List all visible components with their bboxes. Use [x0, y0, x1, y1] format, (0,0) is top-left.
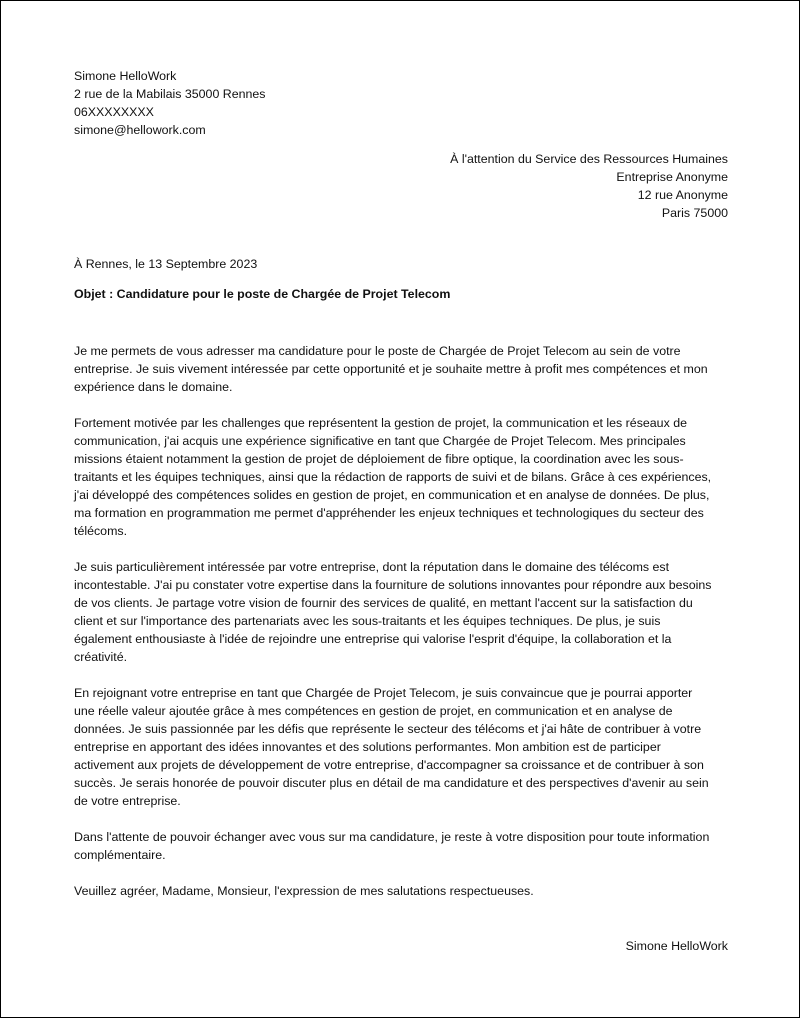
letter-body — [74, 342, 714, 918]
date-line: À Rennes, le 13 Septembre 2023 — [74, 257, 258, 271]
body-paragraph: Je me permets de vous adresser ma candidature pour le poste de Chargée de Projet Telecom au sein de votre entreprise. Je suis vivement intéressée par cette opportunité et je souhaite mettre à profit mes compétences et mon expérience dans le domaine. — [74, 344, 708, 394]
signature: Simone HelloWork — [625, 939, 728, 953]
sender-phone: 06XXXXXXXX — [74, 105, 154, 119]
recipient-street: 12 rue Anonyme — [637, 188, 728, 202]
sender-email: simone@hellowork.com — [74, 123, 206, 137]
recipient-attention: À l'attention du Service des Ressources Humaines — [450, 152, 728, 166]
body-paragraph: En rejoignant votre entreprise en tant que Chargée de Projet Telecom, je suis convaincue que je pourrai apporter une réelle valeur ajoutée grâce à mes compétences en gestion de projet, en communication et en analyse de données. Je suis passionnée par les défis que représente le secteur des télécoms et j'ai hâte de contribuer à votre entreprise en apportant des idées innovantes et des solutions performantes. Mon ambition est de participer activement aux projets de développement de votre entreprise, d'accompagner sa croissance et de contribuer à son succès. Je serais honorée de pouvoir discuter plus en détail de ma candidature et des perspectives d'avenir au sein de votre entreprise. — [74, 686, 709, 808]
body-paragraph: Fortement motivée par les challenges que représentent la gestion de projet, la communication et les réseaux de communication, j'ai acquis une expérience significative en tant que Chargée de Projet Telecom. Mes principales missions étaient notamment la gestion de projet de déploiement de fibre optique, la coordination avec les sous-traitants et les équipes techniques, ainsi que la rédaction de rapports de suivi et de bilans. Grâce à ces expériences, j'ai développé des compétences solides en gestion de projet, en communication et en analyse de données. De plus, ma formation en programmation me permet d'appréhender les enjeux techniques et technologiques du secteur des télécoms. — [74, 416, 712, 538]
body-paragraph: Je suis particulièrement intéressée par votre entreprise, dont la réputation dans le domaine des télécoms est incontestable. J'ai pu constater votre expertise dans la fourniture de solutions innovantes pour répondre aux besoins de vos clients. Je partage votre vision de fournir des services de qualité, en mettant l'accent sur la satisfaction du client et sur l'importance des partenariats avec les sous-traitants et les équipes techniques. De plus, je suis également enthousiaste à l'idée de rejoindre une entreprise qui valorise l'esprit d'équipe, la collaboration et la créativité. — [74, 560, 712, 664]
sender-block — [74, 67, 266, 139]
body-paragraph: Dans l'attente de pouvoir échanger avec vous sur ma candidature, je reste à votre disposition pour toute information complémentaire. — [74, 830, 710, 862]
sender-address: 2 rue de la Mabilais 35000 Rennes — [74, 87, 266, 101]
recipient-city: Paris 75000 — [661, 206, 728, 220]
recipient-block — [450, 150, 728, 222]
recipient-company: Entreprise Anonyme — [616, 170, 728, 184]
closing-paragraph: Veuillez agréer, Madame, Monsieur, l'expression de mes salutations respectueuses. — [74, 884, 534, 898]
subject-line: Objet : Candidature pour le poste de Chargée de Projet Telecom — [74, 287, 451, 301]
sender-name: Simone HelloWork — [74, 69, 177, 83]
